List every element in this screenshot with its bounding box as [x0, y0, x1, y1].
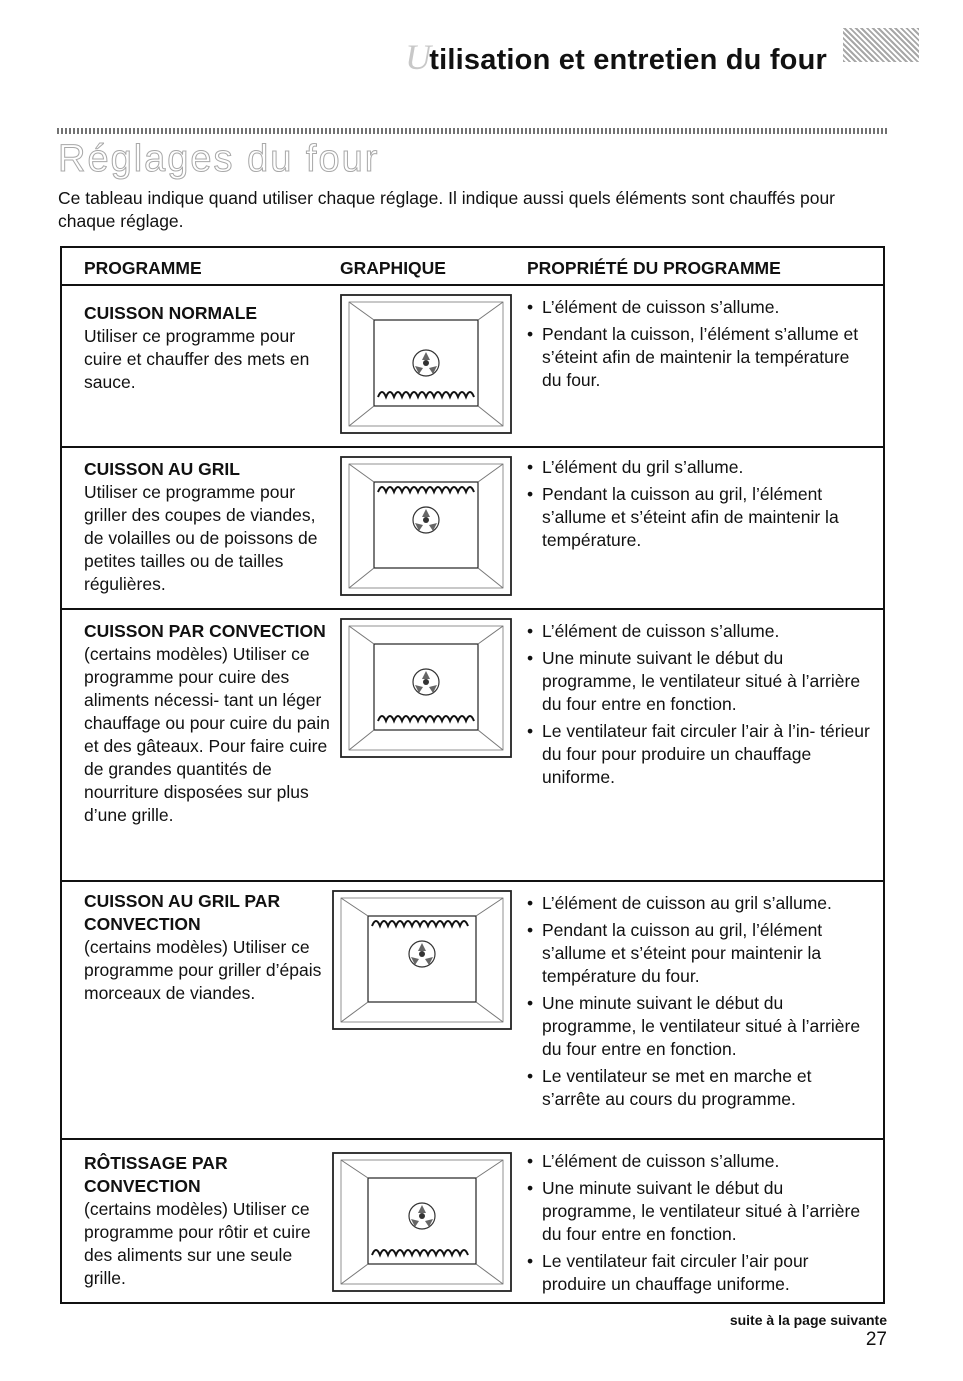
property-list	[527, 620, 872, 793]
property-item: • L’élément de cuisson s’allume.	[527, 1150, 872, 1173]
property-list	[527, 1150, 872, 1300]
programme-description: Utiliser ce programme pour cuire et chauffer des mets en sauce.	[84, 326, 310, 392]
programme-description: (certains modèles) Utiliser ce programme pour rôtir et cuire des aliments sur une seule grille.	[84, 1199, 311, 1288]
property-item: • L’élément de cuisson s’allume.	[527, 620, 872, 643]
programme-name: CUISSON AU GRIL PAR CONVECTION	[84, 891, 281, 934]
header-title-initial: U	[405, 37, 432, 77]
property-item: • L’élément de cuisson s’allume.	[527, 296, 872, 319]
oven-convection-roast-icon	[332, 1152, 512, 1292]
property-item: • Le ventilateur se met en marche et s’arrête au cours du programme.	[527, 1065, 872, 1111]
intro-paragraph: Ce tableau indique quand utiliser chaque réglage. Il indique aussi quels éléments sont chauffés pour chaque réglage.	[58, 188, 836, 231]
oven-convection-bake-icon	[340, 618, 512, 758]
programme-cell	[84, 302, 334, 394]
programme-name: CUISSON AU GRIL	[84, 459, 240, 479]
property-item: • Une minute suivant le début du programme, le ventilateur situé à l’arrière du four entre en fonction.	[527, 992, 872, 1061]
programme-cell	[84, 890, 334, 1005]
column-header-graphique: GRAPHIQUE	[340, 258, 446, 278]
property-item: • Le ventilateur fait circuler l’air à l’in- térieur du four pour produire un chauffage uniforme.	[527, 720, 872, 789]
property-item: • Une minute suivant le début du programme, le ventilateur situé à l’arrière du four entre en fonction.	[527, 647, 872, 716]
programme-cell	[84, 458, 334, 596]
property-item: • Pendant la cuisson au gril, l’élément s’allume et s’éteint pour maintenir la température du four.	[527, 919, 872, 988]
page-number: 27	[865, 1329, 887, 1350]
section-divider	[57, 128, 887, 134]
section-title: Réglages du four	[58, 138, 380, 180]
oven-settings-table	[60, 246, 885, 1304]
table-row	[62, 286, 883, 448]
programme-description: (certains modèles) Utiliser ce programme pour griller d’épais morceaux de viandes.	[84, 937, 322, 1003]
programme-name: CUISSON NORMALE	[84, 303, 258, 323]
page-header-title	[405, 36, 827, 78]
property-item: • Le ventilateur fait circuler l’air pour produire un chauffage uniforme.	[527, 1250, 872, 1296]
property-list	[527, 296, 872, 396]
property-item: • L’élément du gril s’allume.	[527, 456, 872, 479]
table-row	[62, 448, 883, 610]
table-row	[62, 1140, 883, 1308]
continued-note: suite à la page suivante	[729, 1312, 887, 1328]
header-decorative-pattern	[843, 28, 919, 62]
programme-name: RÔTISSAGE PAR CONVECTION	[84, 1153, 228, 1196]
column-header-programme: PROGRAMME	[84, 258, 202, 278]
oven-broil-icon	[340, 456, 512, 596]
property-list	[527, 456, 872, 556]
programme-description: (certains modèles) Utiliser ce programme pour cuire des aliments nécessi- tant un léger chauffage ou pour cuire du pain et des gâteaux. Pour faire cuire de grandes quantités de nourriture disposées sur plus d’une grille.	[84, 644, 330, 825]
programme-cell	[84, 1152, 334, 1290]
table-header-row	[62, 248, 883, 286]
property-list	[527, 892, 872, 1115]
programme-description: Utiliser ce programme pour griller des coupes de viandes, de volailles ou de poissons de petites tailles ou de tailles régulières.	[84, 482, 318, 594]
programme-cell	[84, 620, 334, 827]
table-row	[62, 882, 883, 1140]
property-item: • Une minute suivant le début du programme, le ventilateur situé à l’arrière du four entre en fonction.	[527, 1177, 872, 1246]
property-item: • L’élément de cuisson au gril s’allume.	[527, 892, 872, 915]
property-item: • Pendant la cuisson au gril, l’élément s’allume et s’éteint afin de maintenir la température.	[527, 483, 872, 552]
property-item: • Pendant la cuisson, l’élément s’allume et s’éteint afin de maintenir la température du four.	[527, 323, 872, 392]
column-header-propriete: PROPRIÉTÉ DU PROGRAMME	[527, 258, 781, 278]
oven-convection-broil-icon	[332, 890, 512, 1030]
oven-bake-icon	[340, 294, 512, 434]
table-row	[62, 610, 883, 882]
header-title-text: tilisation et entretien du four	[429, 44, 827, 76]
programme-name: CUISSON PAR CONVECTION	[84, 621, 326, 641]
